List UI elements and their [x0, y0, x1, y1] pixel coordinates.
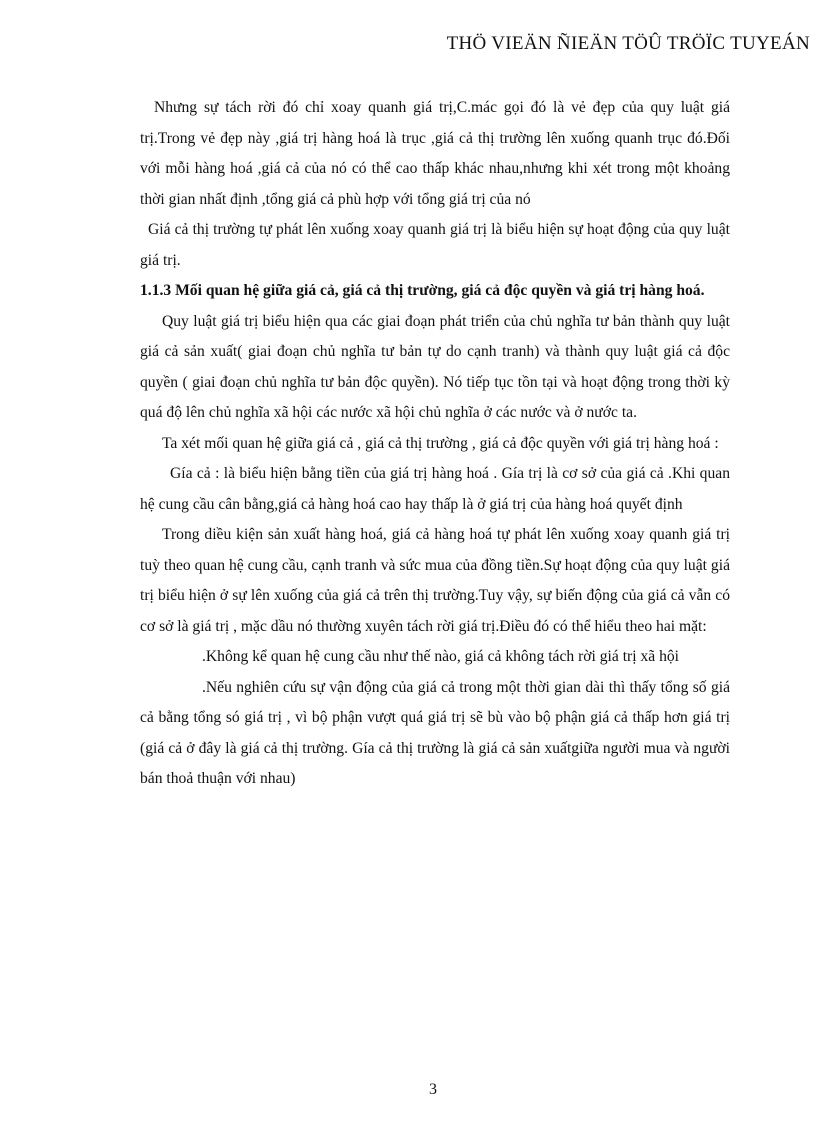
paragraph-point-two: .Nếu nghiên cứu sự vận động của giá cả trong một thời gian dài thì thấy tổng số giá cả bằng tổng só giá trị , vì bộ phận vượt quá giá trị sẽ bù vào bộ phận giá cả thấp hơn giá trị (giá cả ở đây là giá cả thị trường. Gía cả thị trường là giá cả sản xuấtgiữa người mua và người bán thoả thuận với nhau): [140, 678, 730, 787]
paragraph-commodity-production: Trong diều kiện sản xuất hàng hoá, giá cả hàng hoá tự phát lên xuống xoay quanh giá trị tuỳ theo quan hệ cung cầu, cạnh tranh và sức mua của đồng tiền.Sự hoạt động của quy luật giá trị biểu hiện ở sự lên xuống của giá cả trên thị trường.Tuy vậy, sự biến động của giá cả vẫn có cơ sở là giá trị , mặc dầu nó thường xuyên tách rời giá trị.Điều đó có thể hiểu theo hai mặt:: [140, 526, 730, 635]
paragraph-market-price: Giá cả thị trường tự phát lên xuống xoay quanh giá trị là biểu hiện sự hoạt động của quy luật giá trị.: [140, 221, 730, 269]
paragraph-price-definition: Gía cả : là biểu hiện bằng tiền của giá trị hàng hoá . Gía trị là cơ sở của giá cả .Khi quan hệ cung cầu cân bằng,giá cả hàng hoá cao hay thấp là ở giá trị của hàng hoá quyết định: [140, 465, 730, 513]
paragraph-value-beauty: Nhưng sự tách rời đó chỉ xoay quanh giá trị,C.mác gọi đó là vẻ đẹp của quy luật giá trị.Trong vẻ đẹp này ,giá trị hàng hoá là trục ,giá cả thị trường lên xuống quanh trục đó.Đối với mỗi hàng hoá ,giá cả của nó có thể cao thấp khác nhau,nhưng khi xét trong một khoảng thời gian nhất định ,tổng giá cả phù hợp với tổng giá trị của nó: [140, 99, 730, 208]
paragraph-point-one: .Không kể quan hệ cung cầu như thế nào, giá cả không tách rời giá trị xã hội: [202, 648, 680, 665]
section-heading-1-1-3: 1.1.3 Mối quan hệ giữa giá cả, giá cả thị trường, giá cả độc quyền và giá trị hàng hoá.: [140, 282, 705, 299]
page-header: THÖ VIEÄN ÑIEÄN TÖÛ TRÖÏC TUYEÁN: [446, 33, 810, 54]
document-body: [140, 93, 730, 795]
paragraph-relationship-intro: Ta xét mối quan hệ giữa giá cả , giá cả thị trường , giá cả độc quyền với giá trị hàng hoá :: [162, 434, 719, 452]
page-number: 3: [429, 1081, 437, 1098]
paragraph-value-law-stages: Quy luật giá trị biểu hiện qua các giai đoạn phát triển của chủ nghĩa tư bản thành quy luật giá cả sản xuất( giai đoạn chủ nghĩa tư bản tự do cạnh tranh) và thành quy luật giá cả độc quyền ( giai đoạn chủ nghĩa tư bản độc quyền). Nó tiếp tục tồn tại và hoạt động trong thời kỳ quá độ lên chủ nghĩa xã hội các nước xã hội chủ nghĩa ở các nước và ở nước ta.: [140, 312, 730, 421]
